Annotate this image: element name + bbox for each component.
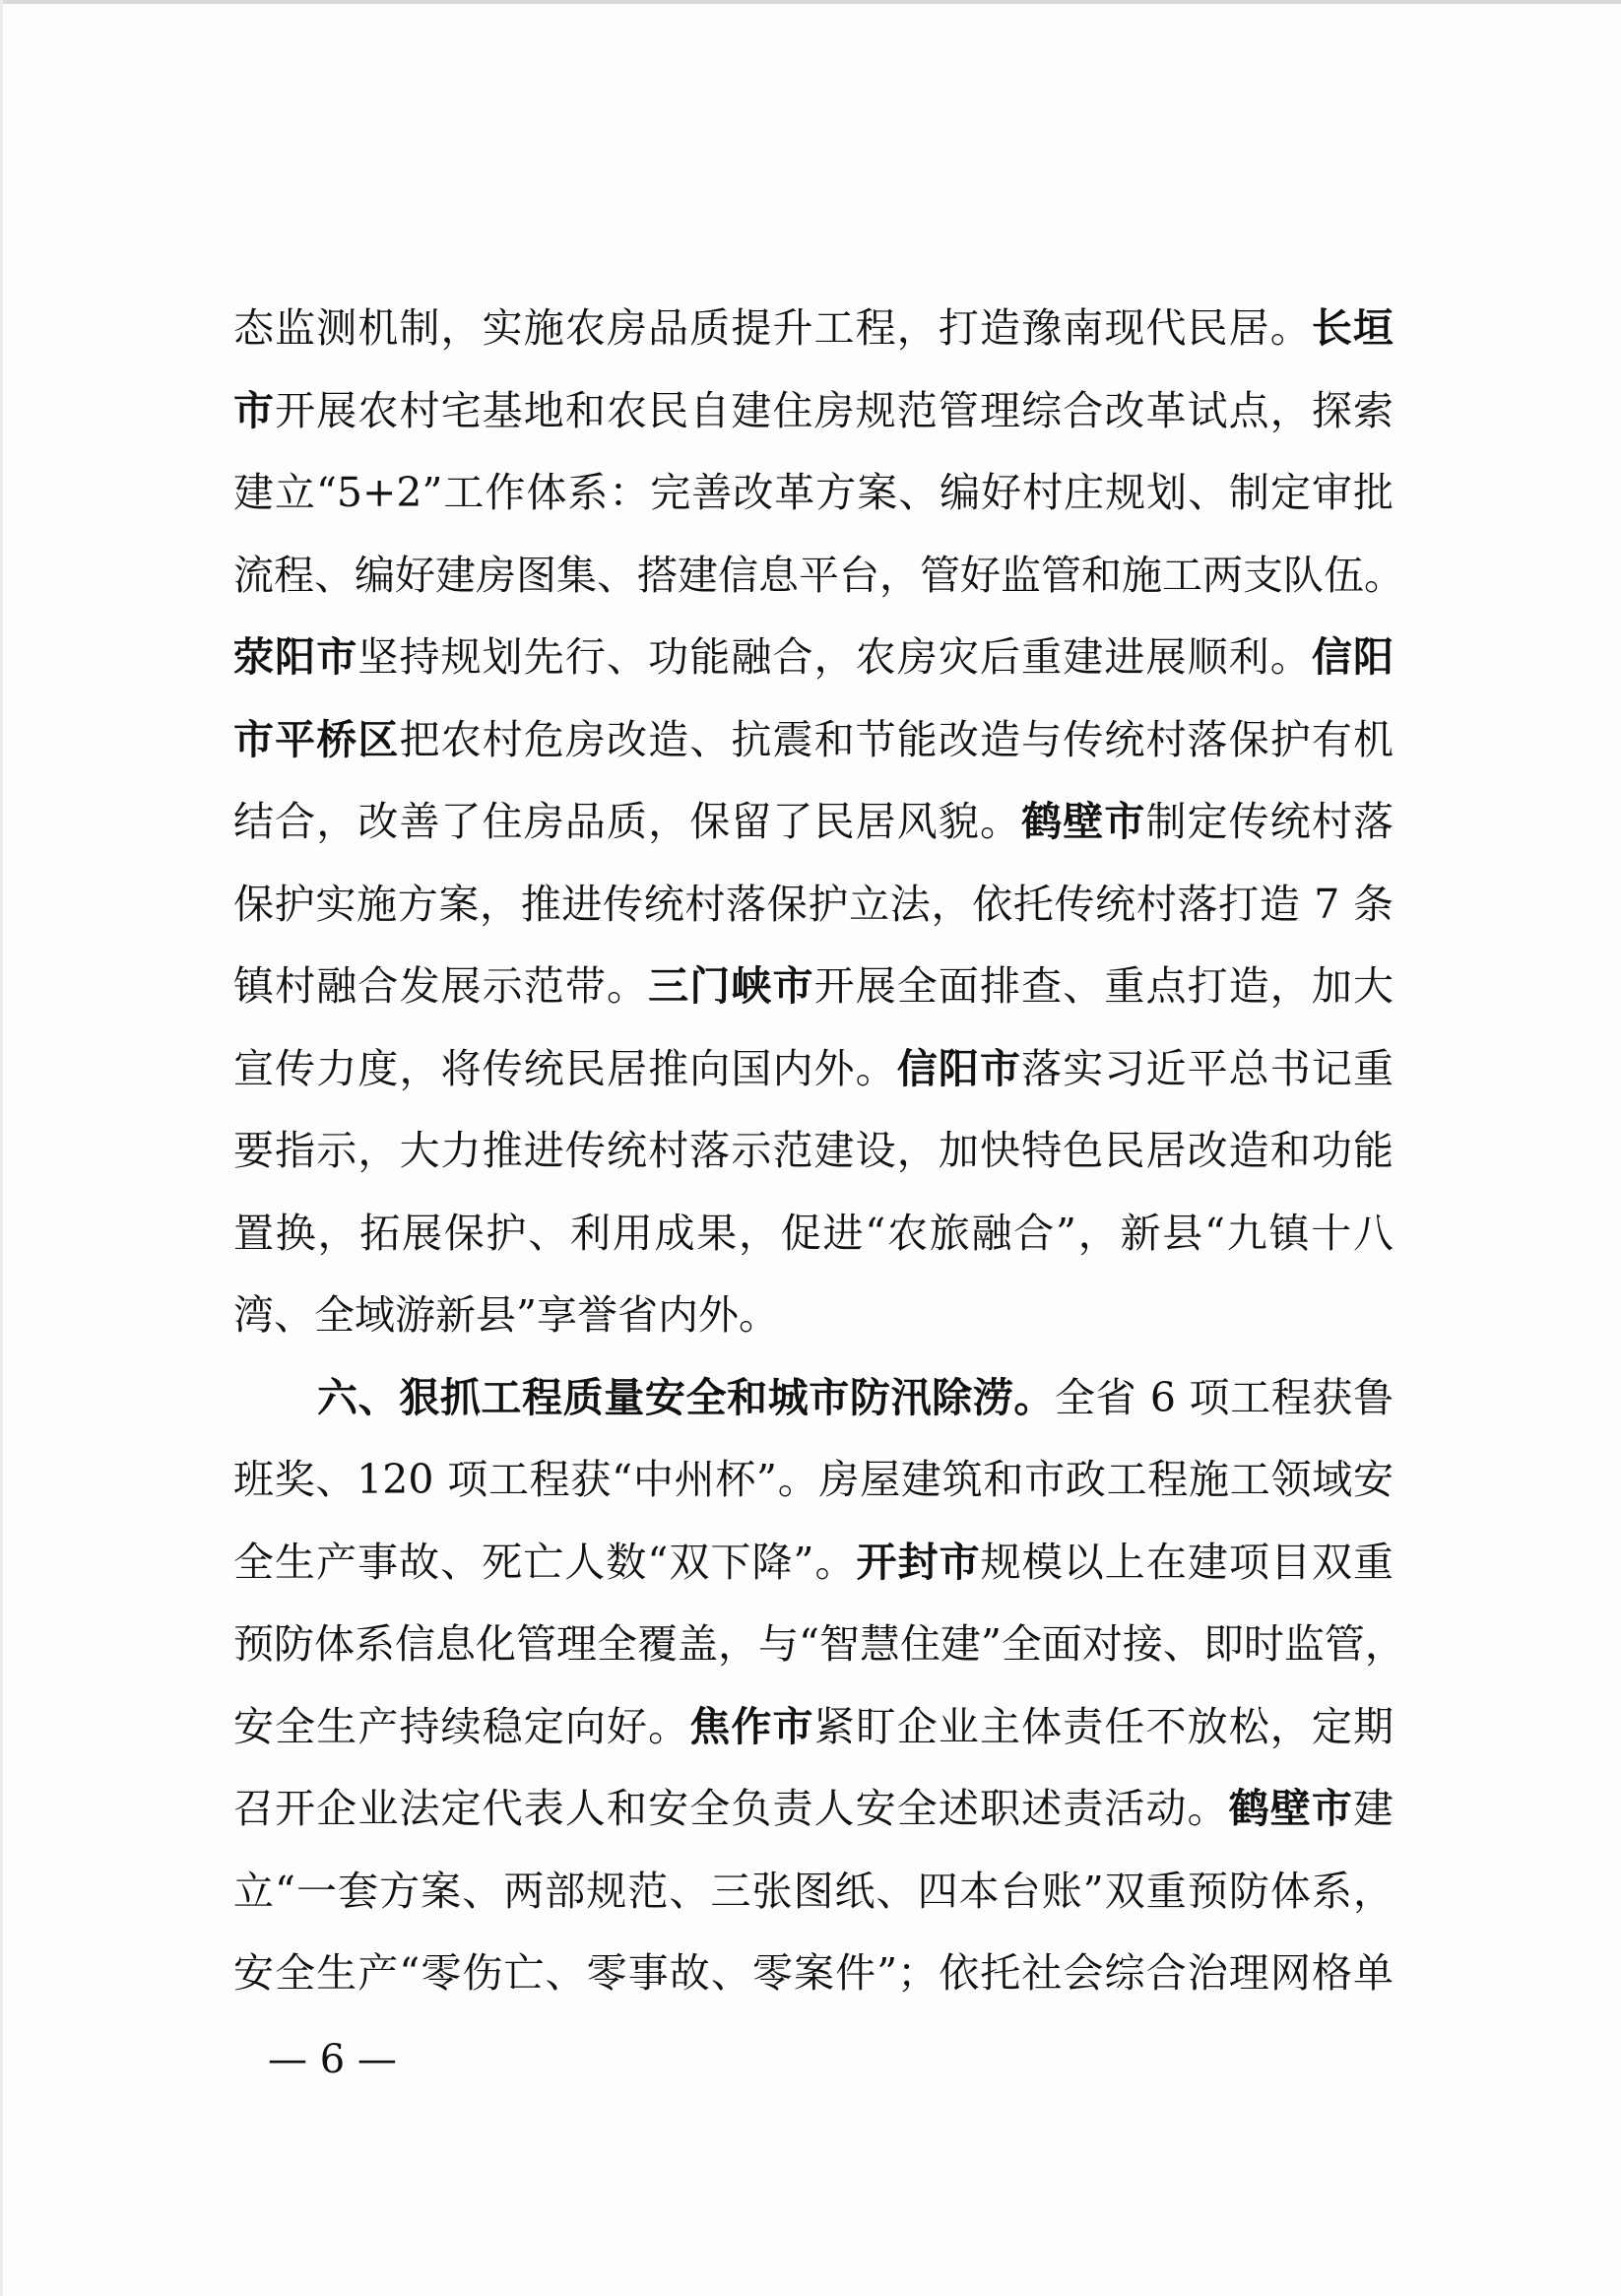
page-number: — 6 — [268, 2037, 397, 2082]
section-heading: 六、狠抓工程质量安全和城市防汛除涝。 [317, 1374, 1055, 1421]
scan-top-edge [0, 0, 1621, 4]
text-run: 全生产事故、死亡人数“双下降”。 [233, 1539, 857, 1586]
city-name-changyuan: 市 [233, 387, 276, 434]
text-run: 开展农村宅基地和农民自建住房规范管理综合改革试点，探索 [275, 387, 1394, 434]
text-line [233, 627, 1394, 687]
city-name-xinyang: 信阳市 [896, 1045, 1022, 1092]
city-name-jiaozuo: 焦作市 [689, 1703, 814, 1750]
text-line [233, 1943, 1394, 2002]
text-run: 把农村危房改造、抗震和节能改造与传统村落保护有机 [399, 716, 1394, 763]
text-line [233, 1779, 1394, 1838]
city-name-changyuan: 长垣 [1311, 304, 1394, 352]
text-line [233, 546, 1404, 605]
text-run: 建 [1353, 1785, 1394, 1832]
text-line [233, 956, 1394, 1016]
text-line [233, 875, 1394, 934]
text-run: 建立“5+2”工作体系：完善改革方案、编好村庄规划、制定审批 [233, 469, 1394, 516]
scan-left-edge [0, 0, 3, 2296]
city-name-kaifeng: 开封市 [856, 1539, 981, 1586]
text-line [233, 1533, 1394, 1592]
text-run: 班奖、120 项工程获“中州杯”。房屋建筑和市政工程施工领域安 [233, 1456, 1394, 1503]
text-run: 规模以上在建项目双重 [980, 1539, 1394, 1586]
text-line [233, 381, 1394, 440]
text-run: 落实习近平总书记重 [1021, 1045, 1394, 1092]
text-line [233, 1697, 1394, 1756]
text-line [233, 792, 1394, 851]
city-name-hebi: 鹤壁市 [1021, 798, 1146, 845]
city-name-xinyang-pingqiao: 市平桥区 [233, 716, 400, 763]
text-run: 安全生产“零伤亡、零事故、零案件”；依托社会综合治理网格单 [233, 1949, 1394, 1997]
city-name-xinyang-pingqiao: 信阳 [1311, 633, 1394, 681]
text-run: 立“一套方案、两部规范、三张图纸、四本台账”双重预防体系， [233, 1868, 1394, 1915]
text-line [233, 1285, 1394, 1345]
text-run: 流程、编好建房图集、搭建信息平台，管好监管和施工两支队伍。 [233, 552, 1404, 599]
city-name-sanmenxia: 三门峡市 [648, 962, 814, 1010]
text-run: 保护实施方案，推进传统村落保护立法，依托传统村落打造 7 条 [233, 881, 1394, 928]
text-line [233, 1121, 1394, 1180]
text-line [233, 463, 1394, 522]
text-line [233, 1450, 1394, 1509]
text-run: 结合，改善了住房品质，保留了民居风貌。 [233, 798, 1022, 845]
text-line [233, 298, 1394, 358]
section-heading-line [317, 1368, 1394, 1427]
text-run: 镇村融合发展示范带。 [233, 962, 649, 1010]
text-run: 湾、全域游新县”享誉省内外。 [233, 1291, 779, 1339]
text-run: 态监测机制，实施农房品质提升工程，打造豫南现代民居。 [233, 304, 1312, 352]
text-line [233, 1862, 1394, 1921]
city-name-xingyang: 荥阳市 [233, 633, 358, 681]
text-line [233, 1204, 1394, 1263]
text-run: 坚持规划先行、功能融合，农房灾后重建进展顺利。 [357, 633, 1312, 681]
text-line [233, 710, 1394, 769]
text-run: 制定传统村落 [1145, 798, 1394, 845]
text-run: 全省 6 项工程获鲁 [1054, 1374, 1394, 1421]
text-run: 紧盯企业主体责任不放松，定期 [813, 1703, 1394, 1750]
text-run: 召开企业法定代表人和安全负责人安全述职述责活动。 [233, 1785, 1229, 1832]
text-run: 置换，拓展保护、利用成果，促进“农旅融合”，新县“九镇十八 [233, 1210, 1394, 1257]
text-run: 安全生产持续稳定向好。 [233, 1703, 690, 1750]
text-run: 预防体系信息化管理全覆盖，与“智慧住建”全面对接、即时监管， [233, 1620, 1405, 1668]
text-run: 开展全面排查、重点打造，加大 [813, 962, 1394, 1010]
text-line [233, 1614, 1405, 1673]
text-run: 要指示，大力推进传统村落示范建设，加快特色民居改造和功能 [233, 1127, 1394, 1174]
text-run: 宣传力度，将传统民居推向国内外。 [233, 1045, 897, 1092]
city-name-hebi: 鹤壁市 [1228, 1785, 1354, 1832]
text-line [233, 1039, 1394, 1098]
